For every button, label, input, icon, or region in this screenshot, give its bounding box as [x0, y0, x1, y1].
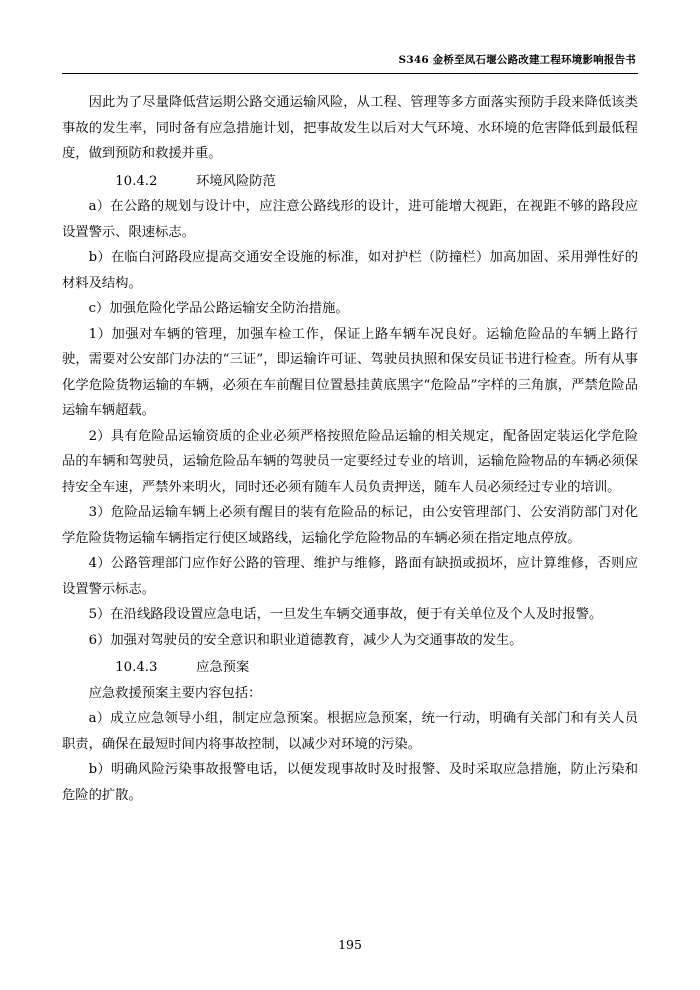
section-number: 10.4.3	[115, 660, 158, 676]
paragraph: c）加强危险化学品公路运输安全防治措施。	[88, 301, 349, 317]
paragraph: 5）在沿线路段设置应急电话，一旦发生车辆交通事故，便于有关单位及个人及时报警。	[88, 607, 603, 623]
paragraph: b）明确风险污染事故报警电话，以便发现事故时及时报警、及时采取应急措施，防止污染和危险的扩散。	[62, 762, 638, 803]
paragraph: 1）加强对车辆的管理，加强车检工作，保证上路车辆车况良好。运输危险品的车辆上路行驶，需要对公安部门办法的“三证”，即运输许可证、驾驶员执照和保安员证书进行检查。所有从事化学危险货物运输的车辆，必须在车前醒目位置悬挂黄底黑字“危险品”字样的三角旗，严禁危险品运输车辆超载。	[62, 326, 638, 419]
section-title: 应急预案	[196, 660, 250, 676]
paragraph: a）在公路的规划与设计中，应注意公路线形的设计，进可能增大视距，在视距不够的路段应设置警示、限速标志。	[62, 199, 638, 240]
paragraph: b）在临白河路段应提高交通安全设施的标准，如对护栏（防撞栏）加高加固、采用弹性好的材料及结构。	[62, 250, 638, 291]
section-heading	[62, 655, 638, 681]
paragraph: a）成立应急领导小组，制定应急预案。根据应急预案，统一行动，明确有关部门和有关人员职责，确保在最短时间内将事故控制，以减少对环境的污染。	[62, 711, 638, 752]
page-header: S346 金桥至凤石堰公路改建工程环境影响报告书	[398, 54, 636, 66]
paragraph: 2）具有危险品运输资质的企业必须严格按照危险品运输的相关规定，配备固定装运化学危险品的车辆和驾驶员，运输危险品车辆的驾驶员一定要经过专业的培训，运输危险物品的车辆必须保持安全车速，严禁外来明火，同时还必须有随车人员负责押送，随车人员必须经过专业的培训。	[62, 428, 638, 495]
paragraph: 6）加强对驾驶员的安全意识和职业道德教育，减少人为交通事故的发生。	[88, 632, 523, 648]
paragraph: 应急救援预案主要内容包括：	[88, 685, 262, 701]
section-heading	[62, 169, 638, 195]
document-body	[62, 90, 638, 808]
paragraph: 因此为了尽量降低营运期公路交通运输风险，从工程、管理等多方面落实预防手段来降低该类事故的发生率，同时备有应急措施计划，把事故发生以后对大气环境、水环境的危害降低到最低程度，做到预防和救援并重。	[62, 95, 638, 162]
page-number: 195	[338, 937, 362, 952]
section-title: 环境风险防范	[196, 173, 276, 189]
paragraph: 3）危险品运输车辆上必须有醒目的装有危险品的标记，由公安管理部门、公安消防部门对化学危险货物运输车辆指定行使区域路线，运输化学危险物品的车辆必须在指定地点停放。	[62, 505, 638, 546]
section-number: 10.4.2	[115, 173, 158, 189]
header-divider	[62, 73, 638, 74]
paragraph: 4）公路管理部门应作好公路的管理、维护与维修，路面有缺损或损坏，应计算维修，否则应设置警示标志。	[62, 556, 638, 597]
